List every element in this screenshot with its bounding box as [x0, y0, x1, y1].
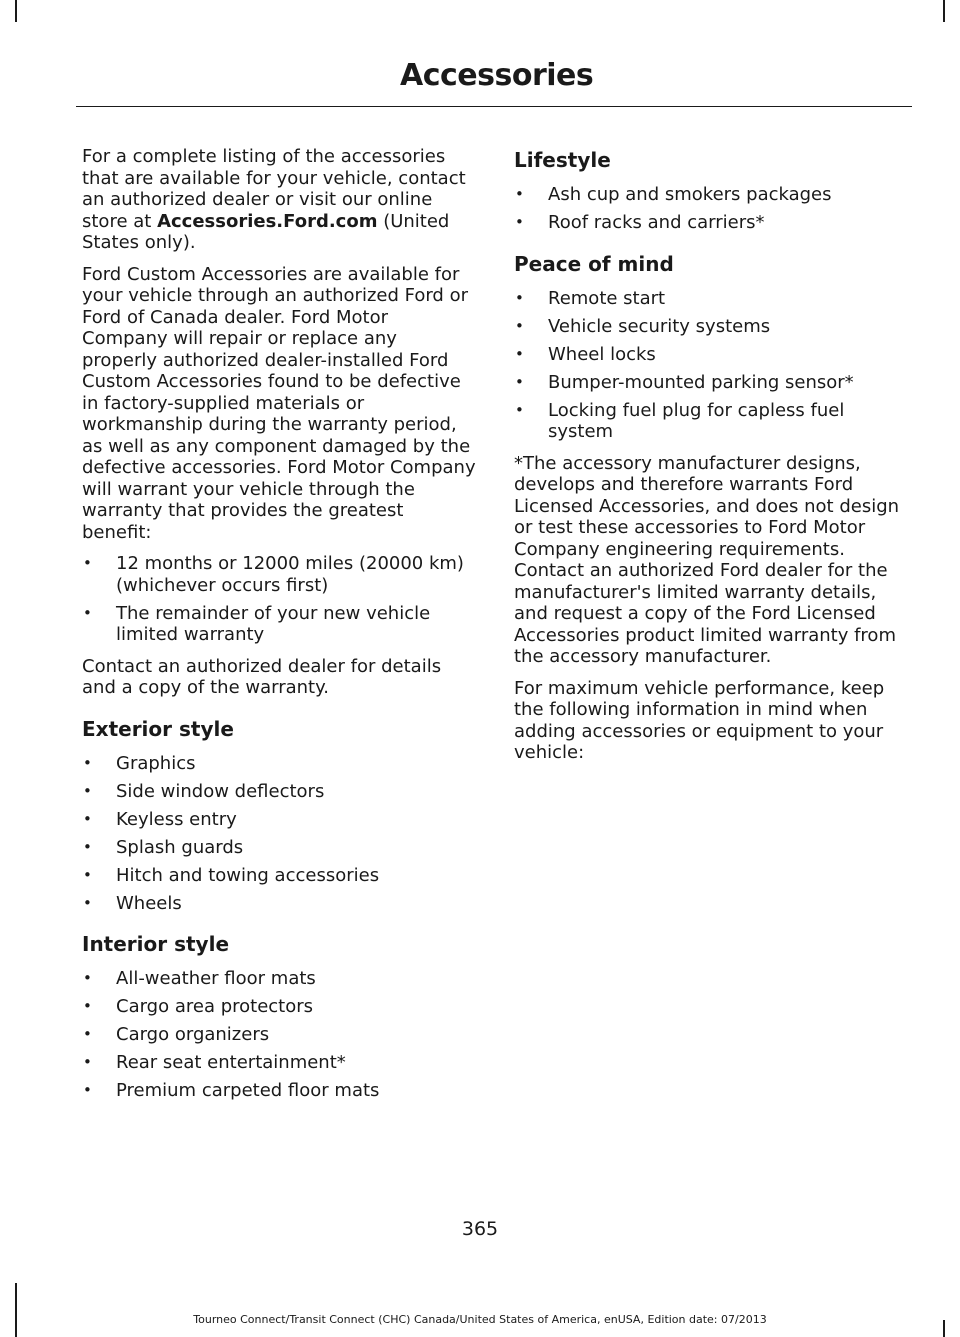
list-item: • Remote start [514, 288, 908, 310]
crop-mark-bottom-left [15, 1283, 17, 1337]
accessories-link[interactable]: Accessories.Ford.com [157, 210, 378, 232]
left-column [82, 146, 476, 1112]
exterior-style-heading: Exterior style [82, 716, 234, 741]
list-item: • Roof racks and carriers* [514, 212, 908, 234]
peace-of-mind-list [514, 288, 908, 443]
interior-list [82, 968, 476, 1102]
list-item: • Premium carpeted floor mats [82, 1080, 476, 1102]
warranty-list [82, 553, 476, 646]
header-rule [76, 106, 912, 107]
footer-edition-text: Tourneo Connect/Transit Connect (CHC) Canada/United States of America, enUSA, Edition date: 07/2013 [193, 1313, 767, 1326]
footnote-paragraph: *The accessory manufacturer designs, develops and therefore warrants Ford Licensed Accessories, and does not design or test these accessories to Ford Motor Company engineering requirements. Contact an authorized Ford dealer for the manufacturer's limited warranty details, and request a copy of the Ford Licensed Accessories product limited warranty from the accessory manufacturer. [514, 452, 900, 667]
list-item: • Ash cup and smokers packages [514, 184, 908, 206]
contact-paragraph: Contact an authorized dealer for details and a copy of the warranty. [82, 655, 442, 698]
list-item: • Cargo area protectors [82, 996, 476, 1018]
right-column [514, 146, 908, 774]
list-item: • Graphics [82, 753, 476, 775]
list-item: • Keyless entry [82, 809, 476, 831]
list-item: • Rear seat entertainment* [82, 1052, 476, 1074]
intro-paragraph: For a complete listing of the accessories that are available for your vehicle, contact an authorized dealer or visit our online store at Accessories.Ford.com (United States only). [82, 146, 466, 253]
list-item: • All-weather floor mats [82, 968, 476, 990]
lifestyle-heading: Lifestyle [514, 148, 611, 172]
list-item: • Side window deflectors [82, 781, 476, 803]
list-item: • Cargo organizers [82, 1024, 476, 1046]
list-item: • Wheel locks [514, 344, 908, 366]
page-title: Accessories [400, 58, 594, 93]
crop-mark-top-right [943, 0, 945, 22]
page-number: 365 [461, 1218, 499, 1240]
lifestyle-list [514, 184, 908, 234]
list-item: • Bumper-mounted parking sensor* [514, 372, 908, 394]
list-item: • The remainder of your new vehicle limited warranty [82, 603, 476, 646]
list-item: • Vehicle security systems [514, 316, 908, 338]
list-item: • 12 months or 12000 miles (20000 km) (whichever occurs first) [82, 553, 476, 596]
list-item: • Splash guards [82, 837, 476, 859]
list-item: • Wheels [82, 893, 476, 915]
exterior-list [82, 753, 476, 915]
list-item: • Hitch and towing accessories [82, 865, 476, 887]
performance-paragraph: For maximum vehicle performance, keep the following information in mind when adding accessories or equipment to your vehicle: [514, 677, 885, 763]
warranty-paragraph: Ford Custom Accessories are available for your vehicle through an authorized Ford or Ford of Canada dealer. Ford Motor Company will repair or replace any properly authorized dealer-installed Ford Custom Accessories found to be defective in factory-supplied materials or workmanship during the warranty period, as well as any component damaged by the defective accessories. Ford Motor Company will warrant your vehicle through the warranty that provides the greatest benefit: [82, 263, 476, 543]
list-item: • Locking fuel plug for capless fuel system [514, 400, 908, 443]
crop-mark-top-left [15, 0, 17, 22]
interior-style-heading: Interior style [82, 932, 230, 956]
peace-of-mind-heading: Peace of mind [514, 251, 674, 276]
